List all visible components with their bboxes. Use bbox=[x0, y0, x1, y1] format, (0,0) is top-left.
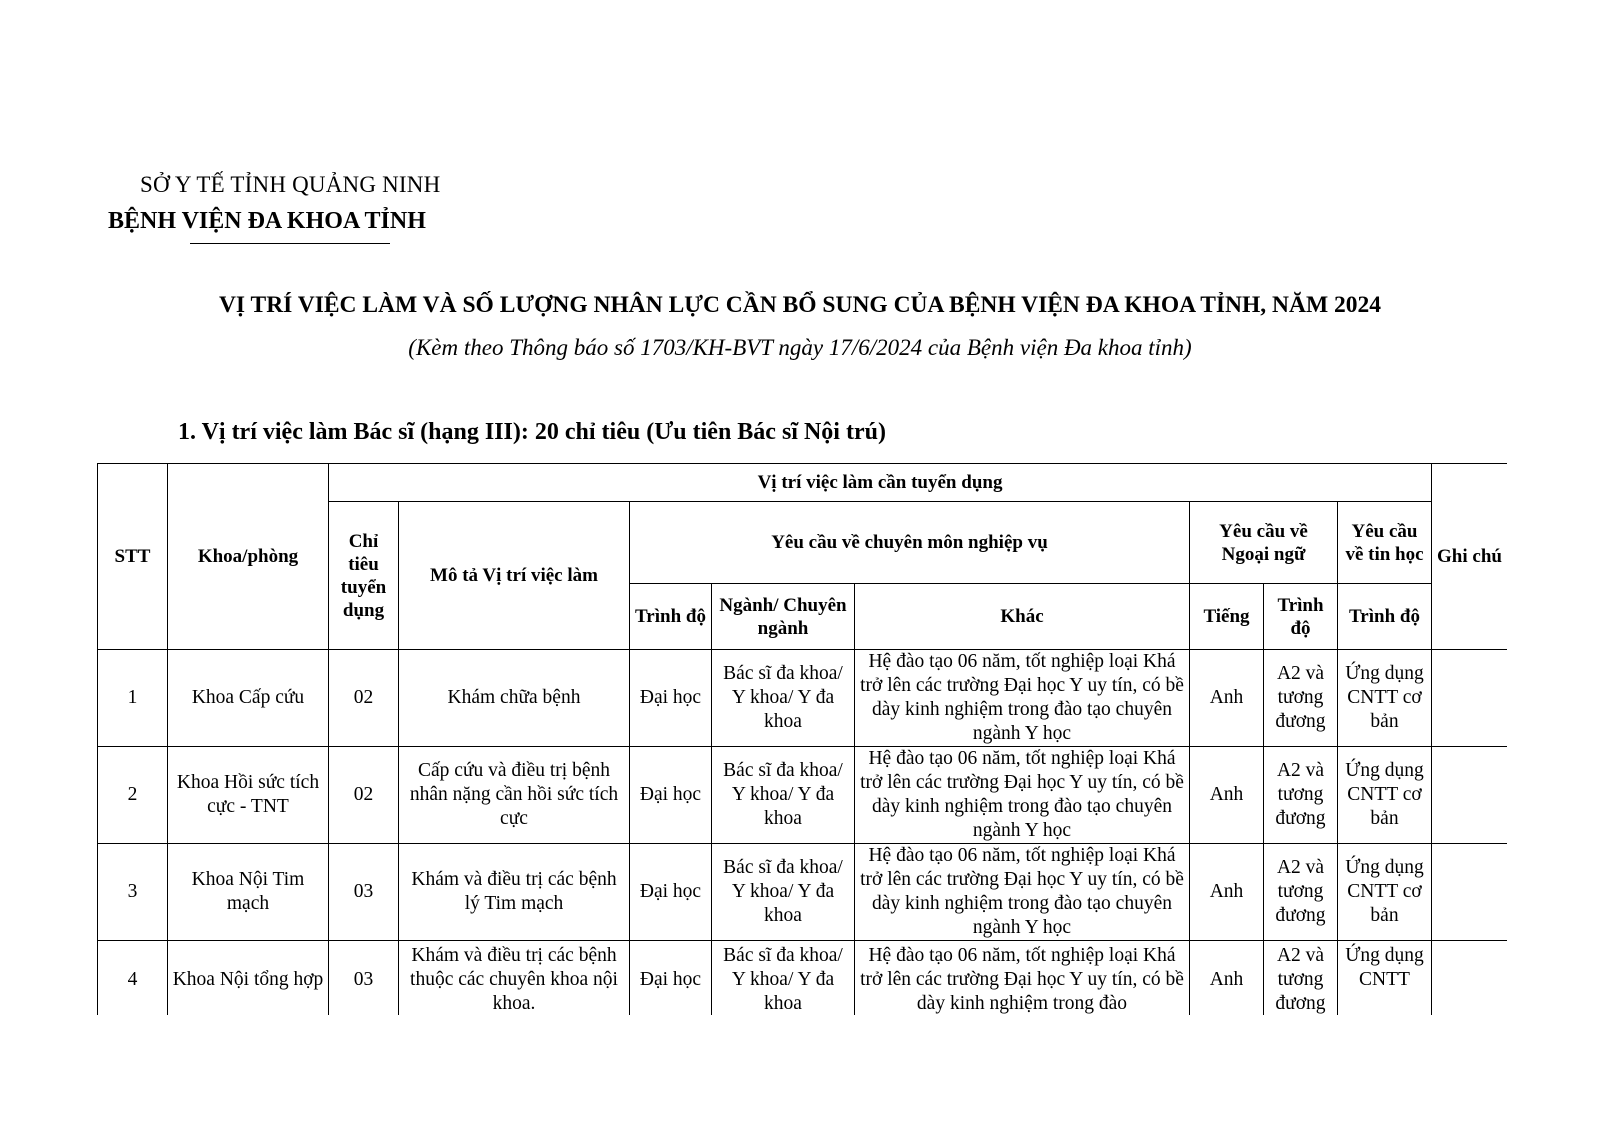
cell-description: Khám chữa bệnh bbox=[399, 650, 630, 747]
header-major: Ngành/ Chuyên ngành bbox=[712, 584, 855, 650]
header-note: Ghi chú bbox=[1432, 464, 1507, 650]
cell-it-level: Ứng dụng CNTT cơ bản bbox=[1338, 650, 1432, 747]
document-title: VỊ TRÍ VIỆC LÀM VÀ SỐ LƯỢNG NHÂN LỰC CẦN BỔ SUNG CỦA BỆNH VIỆN ĐA KHOA TỈNH, NĂM 2024 bbox=[218, 292, 1382, 318]
header-underline bbox=[190, 243, 390, 244]
cell-note bbox=[1432, 650, 1507, 747]
cell-language: Anh bbox=[1190, 844, 1264, 941]
cell-note bbox=[1432, 747, 1507, 844]
cell-language-level: A2 và tương đương bbox=[1264, 844, 1338, 941]
header-description: Mô tả Vị trí việc làm bbox=[399, 502, 630, 650]
header-language-level: Trình độ bbox=[1264, 584, 1338, 650]
cell-description: Khám và điều trị các bệnh thuộc các chuyên khoa nội khoa. bbox=[399, 941, 630, 1016]
cell-language: Anh bbox=[1190, 941, 1264, 1016]
table-row bbox=[98, 941, 1508, 1016]
cell-other: Hệ đào tạo 06 năm, tốt nghiệp loại Khá trở lên các trường Đại học Y uy tín, có bề dày kinh nghiệm trong đào tạo chuyên ngành Y học bbox=[855, 650, 1190, 747]
hospital-name: BỆNH VIỆN ĐA KHOA TỈNH bbox=[108, 208, 426, 234]
section-title: 1. Vị trí việc làm Bác sĩ (hạng III): 20 chỉ tiêu (Ưu tiên Bác sĩ Nội trú) bbox=[178, 419, 886, 445]
cell-major: Bác sĩ đa khoa/ Y khoa/ Y đa khoa bbox=[712, 747, 855, 844]
cell-it-level: Ứng dụng CNTT cơ bản bbox=[1338, 747, 1432, 844]
cell-quota: 02 bbox=[329, 650, 399, 747]
cell-language-level: A2 và tương đương bbox=[1264, 650, 1338, 747]
cell-stt: 4 bbox=[98, 941, 168, 1016]
cell-level: Đại học bbox=[630, 941, 712, 1016]
cell-major: Bác sĩ đa khoa/ Y khoa/ Y đa khoa bbox=[712, 650, 855, 747]
cell-quota: 03 bbox=[329, 941, 399, 1016]
cell-other: Hệ đào tạo 06 năm, tốt nghiệp loại Khá trở lên các trường Đại học Y uy tín, có bề dày kinh nghiệm trong đào tạo chuyên ngành Y học bbox=[855, 844, 1190, 941]
cell-major: Bác sĩ đa khoa/ Y khoa/ Y đa khoa bbox=[712, 941, 855, 1016]
cell-it-level: Ứng dụng CNTT bbox=[1338, 941, 1432, 1016]
cell-other: Hệ đào tạo 06 năm, tốt nghiệp loại Khá trở lên các trường Đại học Y uy tín, có bề dày kinh nghiệm trong đào bbox=[855, 941, 1190, 1016]
cell-language-level: A2 và tương đương bbox=[1264, 747, 1338, 844]
recruitment-table bbox=[97, 463, 1507, 1015]
table-row bbox=[98, 844, 1508, 941]
cell-department: Khoa Nội Tim mạch bbox=[168, 844, 329, 941]
cell-language: Anh bbox=[1190, 747, 1264, 844]
cell-level: Đại học bbox=[630, 844, 712, 941]
cell-stt: 3 bbox=[98, 844, 168, 941]
cell-stt: 1 bbox=[98, 650, 168, 747]
document-subtitle: (Kèm theo Thông báo số 1703/KH-BVT ngày 17/6/2024 của Bệnh viện Đa khoa tỉnh) bbox=[408, 335, 1192, 360]
header-positions-group: Vị trí việc làm cần tuyển dụng bbox=[329, 464, 1432, 502]
header-professional-group: Yêu cầu về chuyên môn nghiệp vụ bbox=[630, 502, 1190, 584]
cell-quota: 02 bbox=[329, 747, 399, 844]
cell-department: Khoa Nội tổng hợp bbox=[168, 941, 329, 1016]
department-name: SỞ Y TẾ TỈNH QUẢNG NINH bbox=[140, 172, 441, 197]
cell-level: Đại học bbox=[630, 650, 712, 747]
header-other: Khác bbox=[855, 584, 1190, 650]
cell-language: Anh bbox=[1190, 650, 1264, 747]
header-language-group: Yêu cầu về Ngoại ngữ bbox=[1190, 502, 1338, 584]
cell-language-level: A2 và tương đương bbox=[1264, 941, 1338, 1016]
cell-major: Bác sĩ đa khoa/ Y khoa/ Y đa khoa bbox=[712, 844, 855, 941]
cell-it-level: Ứng dụng CNTT cơ bản bbox=[1338, 844, 1432, 941]
cell-department: Khoa Cấp cứu bbox=[168, 650, 329, 747]
header-it-level: Trình độ bbox=[1338, 584, 1432, 650]
cell-quota: 03 bbox=[329, 844, 399, 941]
header-language: Tiếng bbox=[1190, 584, 1264, 650]
header-quota: Chỉ tiêu tuyển dụng bbox=[329, 502, 399, 650]
header-department: Khoa/phòng bbox=[168, 464, 329, 650]
cell-department: Khoa Hồi sức tích cực - TNT bbox=[168, 747, 329, 844]
recruitment-table-container bbox=[97, 463, 1507, 1015]
table-row bbox=[98, 747, 1508, 844]
cell-description: Cấp cứu và điều trị bệnh nhân nặng cần hồi sức tích cực bbox=[399, 747, 630, 844]
cell-other: Hệ đào tạo 06 năm, tốt nghiệp loại Khá trở lên các trường Đại học Y uy tín, có bề dày kinh nghiệm trong đào tạo chuyên ngành Y học bbox=[855, 747, 1190, 844]
header-stt: STT bbox=[98, 464, 168, 650]
cell-stt: 2 bbox=[98, 747, 168, 844]
table-row bbox=[98, 650, 1508, 747]
cell-note bbox=[1432, 941, 1507, 1016]
cell-note bbox=[1432, 844, 1507, 941]
header-level: Trình độ bbox=[630, 584, 712, 650]
cell-description: Khám và điều trị các bệnh lý Tim mạch bbox=[399, 844, 630, 941]
header-it-group: Yêu cầu về tin học bbox=[1338, 502, 1432, 584]
cell-level: Đại học bbox=[630, 747, 712, 844]
